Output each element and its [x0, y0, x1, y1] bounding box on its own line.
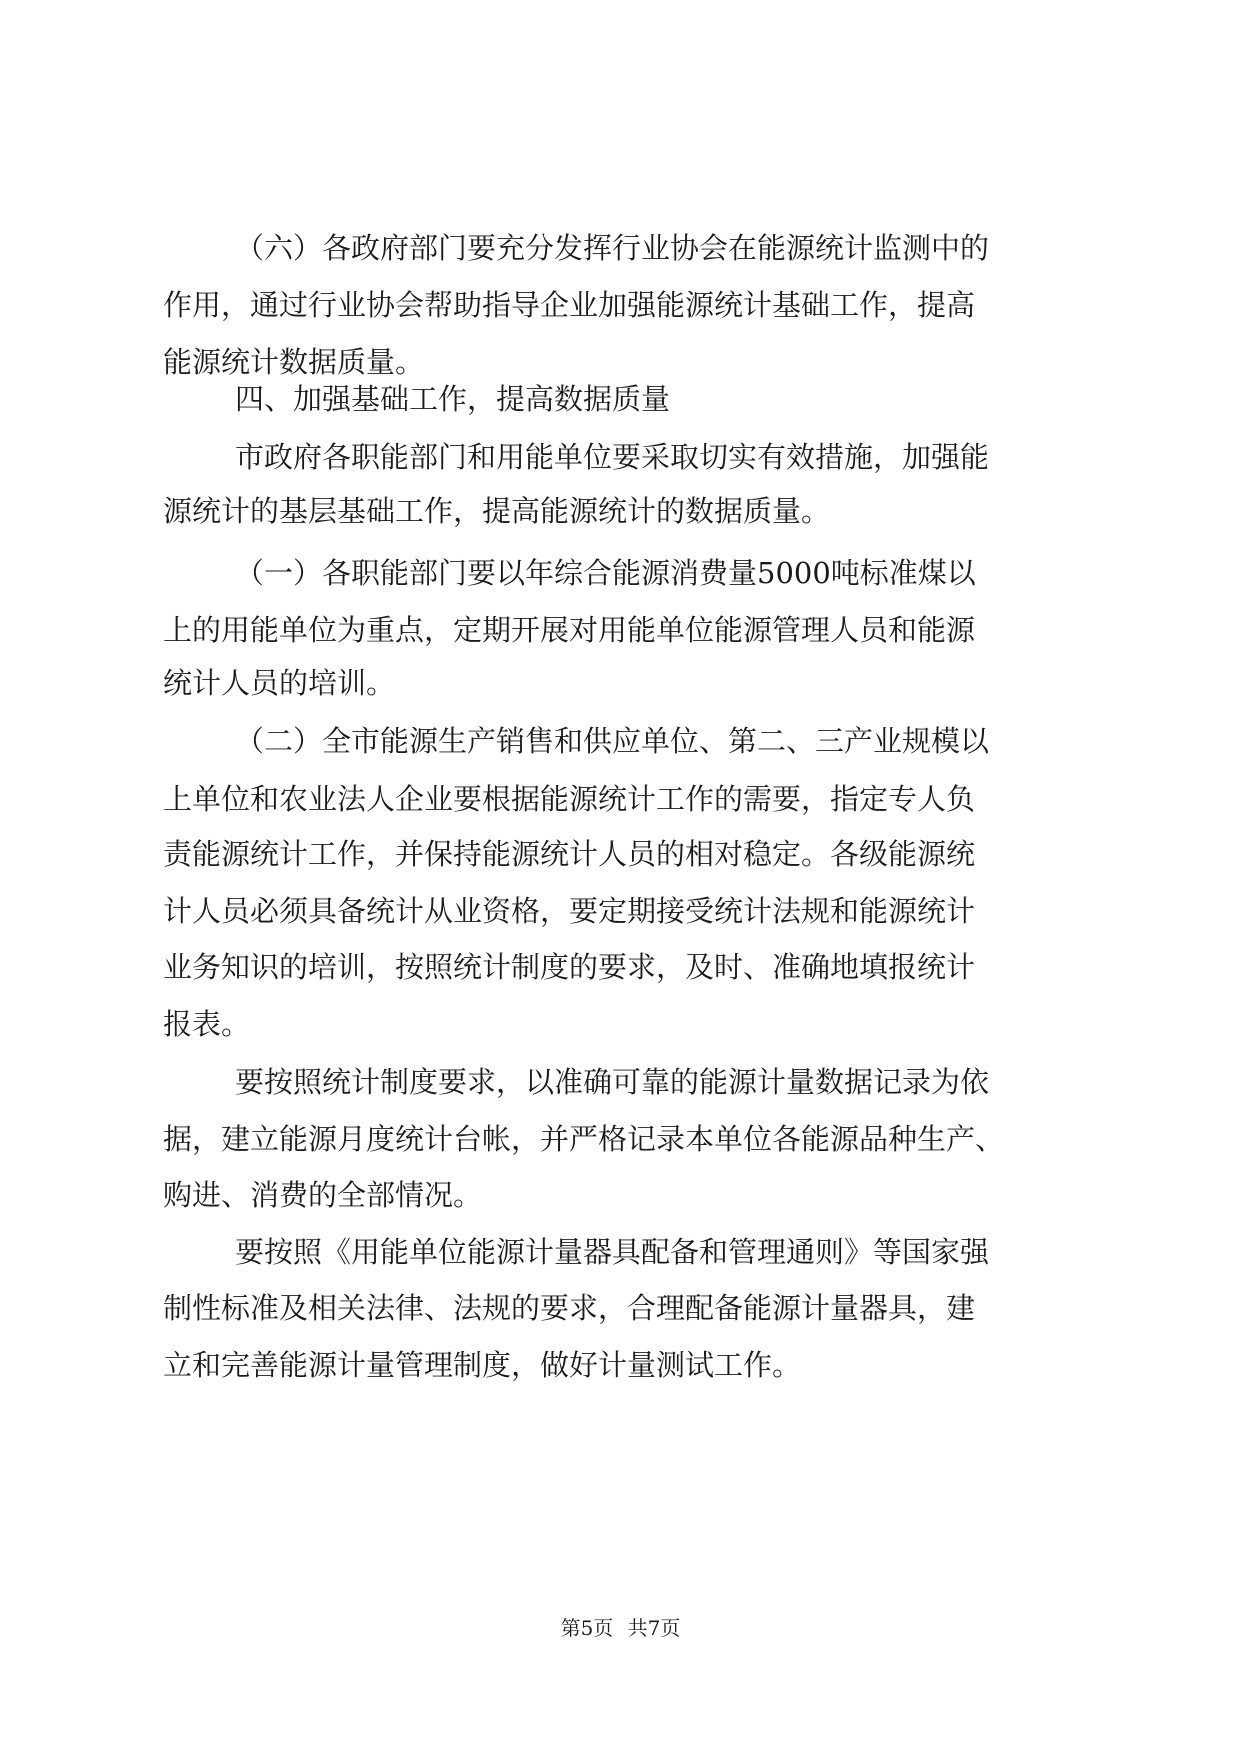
paragraph-1-line-1: （六）各政府部门要充分发挥行业协会在能源统计监测中的 — [235, 231, 990, 265]
paragraph-6-line-1: 要按照统计制度要求，以准确可靠的能源计量数据记录为依 — [235, 1065, 990, 1099]
paragraph-5-line-5: 业务知识的培训，按照统计制度的要求，及时、准确地填报统计 — [163, 950, 976, 984]
paragraph-5-line-3: 责能源统计工作，并保持能源统计人员的相对稳定。各级能源统 — [163, 837, 976, 871]
paragraph-7-line-3: 立和完善能源计量管理制度，做好计量测试工作。 — [163, 1348, 802, 1382]
paragraph-6-line-3: 购进、消费的全部情况。 — [163, 1178, 483, 1212]
paragraph-1-line-2: 作用，通过行业协会帮助指导企业加强能源统计基础工作，提高 — [163, 288, 976, 322]
paragraph-4-line-2: 上的用能单位为重点，定期开展对用能单位能源管理人员和能源 — [163, 613, 976, 647]
paragraph-5-line-4: 计人员必须具备统计从业资格，要定期接受统计法规和能源统计 — [163, 894, 976, 928]
paragraph-7-line-2: 制性标准及相关法律、法规的要求，合理配备能源计量器具，建 — [163, 1291, 976, 1325]
paragraph-5-line-2: 上单位和农业法人企业要根据能源统计工作的需要，指定专人负 — [163, 782, 976, 816]
section-heading-4: 四、加强基础工作，提高数据质量 — [235, 382, 671, 416]
page-footer — [0, 1614, 1241, 1642]
page-total: 共7页 — [627, 1616, 681, 1640]
paragraph-4-line-3: 统计人员的培训。 — [163, 666, 396, 700]
paragraph-1-line-3: 能源统计数据质量。 — [163, 345, 425, 379]
paragraph-5-line-1: （二）全市能源生产销售和供应单位、第二、三产业规模以 — [235, 724, 990, 758]
paragraph-3-line-2: 源统计的基层基础工作，提高能源统计的数据质量。 — [163, 494, 831, 528]
paragraph-5-line-6: 报表。 — [163, 1007, 251, 1041]
paragraph-7-line-1: 要按照《用能单位能源计量器具配备和管理通则》等国家强 — [235, 1235, 990, 1269]
paragraph-4-line-1: （一）各职能部门要以年综合能源消费量5000吨标准煤以 — [235, 556, 976, 590]
paragraph-3-line-1: 市政府各职能部门和用能单位要采取切实有效措施，加强能 — [235, 440, 990, 474]
page-number: 第5页 — [560, 1616, 614, 1640]
paragraph-6-line-2: 据，建立能源月度统计台帐，并严格记录本单位各能源品种生产、 — [163, 1122, 1005, 1156]
